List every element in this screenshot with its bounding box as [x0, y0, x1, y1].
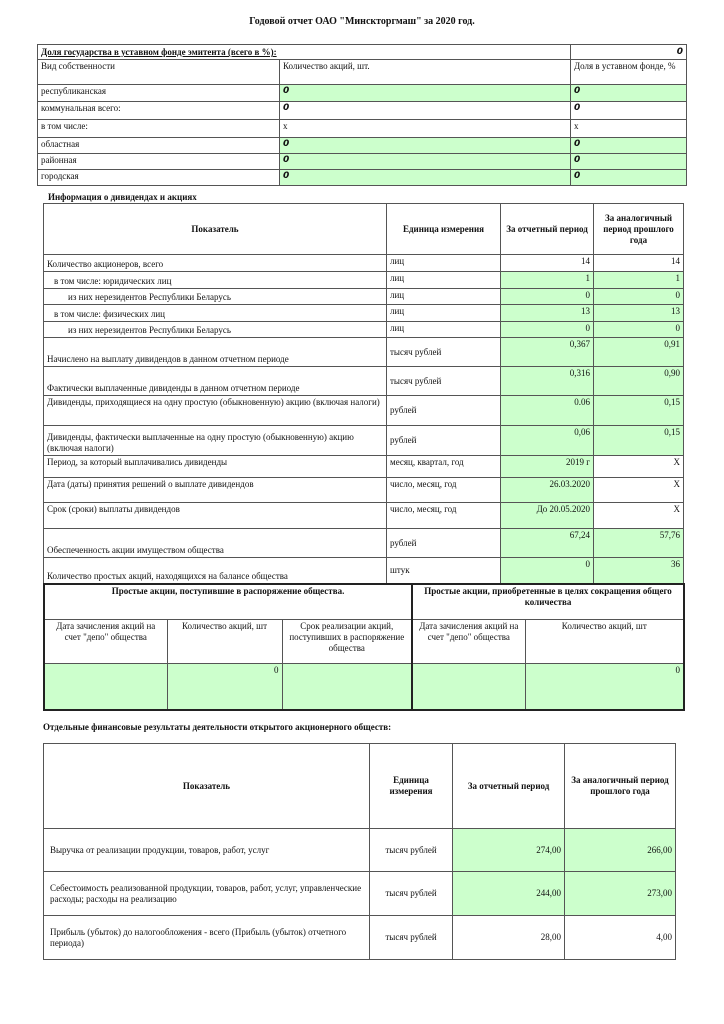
- unit-cell: тысяч рублей: [370, 872, 453, 916]
- row-label: Себестоимость реализованной продукции, товаров, работ, услуг, управленческие расходы; расходы на реализацию: [44, 872, 370, 916]
- shares-group-received: Простые акции, поступившие в распоряжение общества.: [44, 584, 412, 619]
- col-header-depo-date: Дата зачисления акций на счет "депо" общества: [44, 619, 167, 663]
- previous-value[interactable]: 0,15: [594, 426, 684, 456]
- row-label: из них нерезидентов Республики Беларусь: [44, 289, 387, 305]
- dividends-heading: Информация о дивидендах и акциях: [48, 192, 197, 202]
- col-header-indicator: Показатель: [44, 744, 370, 829]
- row-label: областная: [38, 138, 280, 154]
- current-value[interactable]: 26.03.2020: [501, 478, 594, 503]
- shares-cell[interactable]: 0: [280, 170, 571, 186]
- col-header-ownership: Вид собственности: [38, 60, 280, 85]
- shares-cell[interactable]: 0: [280, 102, 571, 120]
- current-value[interactable]: 1: [501, 272, 594, 289]
- table-row: [44, 305, 684, 322]
- state-share-heading: Доля государства в уставном фонде эмитента (всего в %):: [38, 45, 571, 60]
- row-label: из них нерезидентов Республики Беларусь: [44, 322, 387, 338]
- row-label: Количество акционеров, всего: [44, 255, 387, 272]
- unit-cell: число, месяц, год: [387, 478, 501, 503]
- table-row: [44, 255, 684, 272]
- dividends-table: [43, 203, 684, 584]
- shares-group-acquired: Простые акции, приобретенные в целях сокращения общего количества: [412, 584, 684, 619]
- previous-value[interactable]: 13: [594, 305, 684, 322]
- previous-value: X: [594, 478, 684, 503]
- unit-cell: число, месяц, год: [387, 503, 501, 529]
- unit-cell: рублей: [387, 529, 501, 558]
- col-header-unit: Единица измерения: [387, 204, 501, 255]
- unit-cell: тысяч рублей: [370, 916, 453, 960]
- row-label: Выручка от реализации продукции, товаров, работ, услуг: [44, 829, 370, 872]
- previous-value[interactable]: 36: [594, 558, 684, 584]
- table-row: [38, 170, 687, 186]
- shares-cell[interactable]: 0: [280, 154, 571, 170]
- row-label: в том числе: юридических лиц: [44, 272, 387, 289]
- table-row: [44, 663, 684, 710]
- row-label: Дата (даты) принятия решений о выплате дивидендов: [44, 478, 387, 503]
- table-row: [44, 503, 684, 529]
- report-title: Годовой отчет ОАО "Минскторгмаш" за 2020 год.: [249, 16, 475, 27]
- unit-cell: лиц: [387, 289, 501, 305]
- current-value[interactable]: 0: [501, 289, 594, 305]
- share-pct-cell[interactable]: 0: [571, 170, 687, 186]
- previous-value[interactable]: 273,00: [565, 872, 676, 916]
- row-label: в том числе: физических лиц: [44, 305, 387, 322]
- depo-date-cell[interactable]: [44, 663, 167, 710]
- col-header-share-count: Количество акций, шт: [167, 619, 282, 663]
- unit-cell: лиц: [387, 305, 501, 322]
- realization-term-cell[interactable]: [282, 663, 412, 710]
- row-label: в том числе:: [38, 120, 280, 138]
- row-label: Начислено на выплату дивидендов в данном отчетном периоде: [44, 338, 387, 367]
- table-row: [44, 558, 684, 584]
- current-value[interactable]: 0,316: [501, 367, 594, 396]
- table-row: [44, 478, 684, 503]
- current-value[interactable]: До 20.05.2020: [501, 503, 594, 529]
- col-header-depo-date-acquired: Дата зачисления акций на счет "депо" общества: [412, 619, 525, 663]
- unit-cell: лиц: [387, 272, 501, 289]
- current-value[interactable]: 13: [501, 305, 594, 322]
- col-header-previous: За аналогичный период прошлого года: [565, 744, 676, 829]
- shares-cell: x: [280, 120, 571, 138]
- table-row: [44, 338, 684, 367]
- previous-value[interactable]: 1: [594, 272, 684, 289]
- state-share-table: [37, 44, 687, 186]
- current-value[interactable]: 67,24: [501, 529, 594, 558]
- previous-value[interactable]: 0,91: [594, 338, 684, 367]
- row-label: городская: [38, 170, 280, 186]
- table-row: [44, 529, 684, 558]
- table-row: [44, 456, 684, 478]
- table-row: [44, 426, 684, 456]
- current-value[interactable]: 244,00: [453, 872, 565, 916]
- table-row: [44, 916, 676, 960]
- share-pct-cell: x: [571, 120, 687, 138]
- row-label: Срок (сроки) выплаты дивидендов: [44, 503, 387, 529]
- col-header-shares: Количество акций, шт.: [280, 60, 571, 85]
- shares-cell[interactable]: 0: [280, 138, 571, 154]
- unit-cell: лиц: [387, 255, 501, 272]
- current-value[interactable]: 0,367: [501, 338, 594, 367]
- shares-cell[interactable]: 0: [280, 85, 571, 102]
- depo-date-acquired-cell[interactable]: [412, 663, 525, 710]
- share-count-cell[interactable]: 0: [167, 663, 282, 710]
- unit-cell: лиц: [387, 322, 501, 338]
- row-label: Дивиденды, приходящиеся на одну простую (обыкновенную) акцию (включая налоги): [44, 396, 387, 426]
- current-value[interactable]: 0: [501, 322, 594, 338]
- current-value[interactable]: 0: [501, 558, 594, 584]
- table-row: [44, 272, 684, 289]
- share-pct-cell[interactable]: 0: [571, 102, 687, 120]
- table-row: [44, 289, 684, 305]
- previous-value: 14: [594, 255, 684, 272]
- col-header-realization-term: Срок реализации акций, поступивших в распоряжение общества: [282, 619, 412, 663]
- state-share-total: 0: [571, 45, 687, 60]
- share-pct-cell[interactable]: 0: [571, 154, 687, 170]
- row-label: Период, за который выплачивались дивиденды: [44, 456, 387, 478]
- table-row: [44, 322, 684, 338]
- share-pct-cell[interactable]: 0: [571, 138, 687, 154]
- table-row: [44, 367, 684, 396]
- current-value[interactable]: 0.06: [501, 396, 594, 426]
- table-row: [38, 154, 687, 170]
- current-value[interactable]: 274,00: [453, 829, 565, 872]
- col-header-share-pct: Доля в уставном фонде, %: [571, 60, 687, 85]
- unit-cell: тысяч рублей: [370, 829, 453, 872]
- col-header-unit: Единица измерения: [370, 744, 453, 829]
- current-value[interactable]: 2019 г: [501, 456, 594, 478]
- current-value: 14: [501, 255, 594, 272]
- previous-value[interactable]: 266,00: [565, 829, 676, 872]
- row-label: Фактически выплаченные дивиденды в данном отчетном периоде: [44, 367, 387, 396]
- table-row: [38, 85, 687, 102]
- row-label: республиканская: [38, 85, 280, 102]
- row-label: коммунальная всего:: [38, 102, 280, 120]
- row-label: Количество простых акций, находящихся на балансе общества: [44, 558, 387, 584]
- col-header-current: За отчетный период: [453, 744, 565, 829]
- row-label: Дивиденды, фактически выплаченные на одну простую (обыкновенную) акцию (включая налоги): [44, 426, 387, 456]
- shares-table: [43, 583, 685, 711]
- financial-table: [43, 743, 676, 960]
- table-row: [38, 102, 687, 120]
- table-row: [38, 138, 687, 154]
- col-header-previous: За аналогичный период прошлого года: [594, 204, 684, 255]
- previous-value: X: [594, 456, 684, 478]
- financial-heading: Отдельные финансовые результаты деятельности открытого акционерного обществ:: [43, 722, 392, 732]
- col-header-current: За отчетный период: [501, 204, 594, 255]
- unit-cell: месяц, квартал, год: [387, 456, 501, 478]
- col-header-indicator: Показатель: [44, 204, 387, 255]
- unit-cell: рублей: [387, 396, 501, 426]
- table-row: [38, 120, 687, 138]
- unit-cell: рублей: [387, 426, 501, 456]
- unit-cell: штук: [387, 558, 501, 584]
- current-value: 28,00: [453, 916, 565, 960]
- unit-cell: тысяч рублей: [387, 338, 501, 367]
- row-label: Обеспеченность акции имуществом общества: [44, 529, 387, 558]
- current-value[interactable]: 0,06: [501, 426, 594, 456]
- table-row: [44, 872, 676, 916]
- table-row: [44, 829, 676, 872]
- unit-cell: тысяч рублей: [387, 367, 501, 396]
- previous-value[interactable]: 0,90: [594, 367, 684, 396]
- share-count-acquired-cell[interactable]: 0: [525, 663, 684, 710]
- previous-value[interactable]: 0,15: [594, 396, 684, 426]
- previous-value[interactable]: 0: [594, 322, 684, 338]
- table-row: [44, 396, 684, 426]
- row-label: районная: [38, 154, 280, 170]
- previous-value: X: [594, 503, 684, 529]
- col-header-share-count-acquired: Количество акций, шт: [525, 619, 684, 663]
- share-pct-cell[interactable]: 0: [571, 85, 687, 102]
- previous-value[interactable]: 57,76: [594, 529, 684, 558]
- previous-value[interactable]: 0: [594, 289, 684, 305]
- row-label: Прибыль (убыток) до налогообложения - всего (Прибыль (убыток) отчетного периода): [44, 916, 370, 960]
- previous-value: 4,00: [565, 916, 676, 960]
